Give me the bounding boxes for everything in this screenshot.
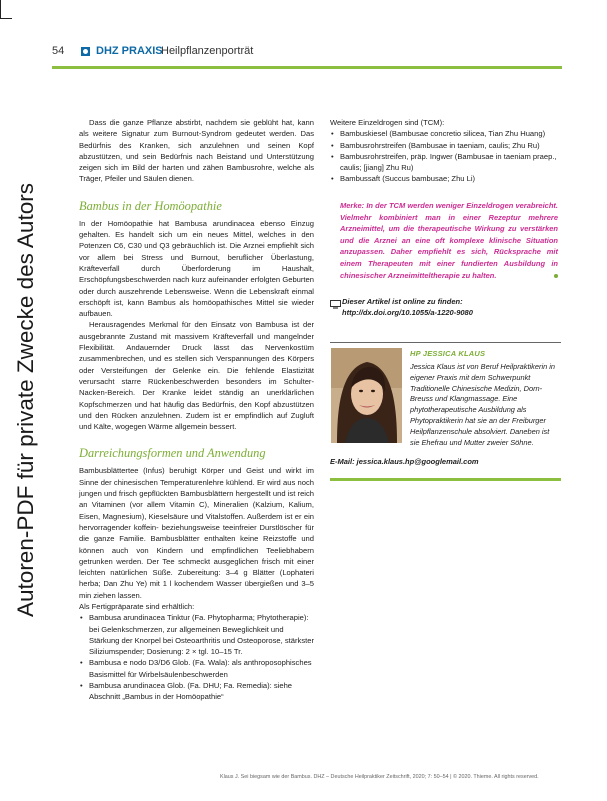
list-item: • Bambusa e nodo D3/D6 Glob. (Fa. Wala): als anthroposophisches Basismittel für Wirbelsäulenbeschwerden — [79, 657, 314, 680]
doi-link[interactable]: http://dx.doi.org/10.1055/a-1220-9080 — [342, 308, 473, 317]
monitor-icon — [330, 296, 342, 306]
list-item: • Bambuskiesel (Bambusae concretio silicea, Tian Zhu Huang) — [330, 128, 560, 139]
list-item: • Bambussaft (Succus bambusae; Zhu Li) — [330, 173, 560, 184]
paragraph: Bambusblättertee (Infus) beruhigt Körper und Geist und wirkt im Sinne der chinesischen Temperaturenlehre kühlend. Er wird aus noch jungen und frisch gepflückten Bambusblättern hergestellt und ist reich an Vitaminen (vor allem Vitamin C), Mineralien (Kalzium, Kalium, Eisen, Magnesium), Kieselsäure und Vitalstoffen. Außerdem ist er ein hervorragender koffein- beziehungsweise teeinfreier Durstlöscher für die ganze Familie. Bambusblätter enthalten keine Reizstoffe und können auch von Kindern und empfindlichen Teeliebhabern getrunken werden. Der Tee schmeckt ausgeglichen frisch mit einer leichten natürlichen Süße. Zubereitung: 3–4 g Blätter (Lophateri herba; Dan Zhu Ye) mit 1 l kochendem Wasser übergießen und 3–5 min ziehen lassen. — [79, 466, 314, 600]
author-email[interactable]: E-Mail: jessica.klaus.hp@googlemail.com — [330, 457, 479, 466]
header-rule — [52, 66, 562, 69]
list-item: • Bambusa arundinacea Tinktur (Fa. Phytopharma; Phytotherapie): bei Gelenkschmerzen, zur allgemeinen Beweglichkeit und Stärkung der Knorpel bei Osteoarthritis und Osteoporose, stärkster Siliziumspender; Dosierung: 2 × tgl. 10–15 Tr. — [79, 612, 314, 657]
product-list — [79, 612, 314, 702]
bullet-dot-icon — [554, 274, 558, 278]
journal-brand: DHZ PRAXIS — [96, 45, 163, 57]
author-name: HP JESSICA KLAUS — [410, 349, 486, 358]
intro-paragraph: Dass die ganze Pflanze abstirbt, nachdem sie geblüht hat, kann als weitere Signatur zum Burnout-Syndrom gedeutet werden. Das Bedürfnis des Kranken, sich anzulehnen und seinen Kopf abzustützen, und sein Bedürfnis nach Beistand und Unterstützung zeigen sich im Bild der harten und zähen Bambusrohre, welche als Träger, Pfeiler und Säulen dienen. — [79, 118, 314, 184]
author-bio: Jessica Klaus ist von Beruf Heilpraktikerin in eigener Praxis mit dem Schwerpunkt Traditionelle Chinesische Medizin, Dorn-Breuss und Klangmassage. Eine phytotherapeutische Ausbildung als Phytopraktikerin hat sie an der Freiburger Heilpflanzenschule absolviert. Daneben ist sie Ehefrau und Mutter zweier Söhne. — [410, 362, 555, 447]
paragraph: Herausragendes Merkmal für den Einsatz von Bambusa ist der ausgebrannte Zustand mit massivem Kräfteverfall und mangelnder Flexibilität. Andauernder Druck lässt das Nervenkostüm zusammenbrechen, und es stellen sich Verspannungen des Körpers oder Versteifungen der Gelenke ein. Die fehlende Elastizität verursacht starre Rückenbeschwerden besonders im Schulter-Nacken-Bereich. Der Kranke leidet ständig an unerklärlichen Kopfschmerzen und hat häufig das Bedürfnis, den Kopf abzustützen und den Rücken anzulehnen. Zudem ist er empfindlich auf Zugluft und Kälte, wogegen Wärme allgemein bessert. — [79, 320, 314, 432]
author-box-rule — [330, 342, 561, 343]
citation-footer: Klaus J. Sei biegsam wie der Bambus. DHZ – Deutsche Heilpraktiker Zeitschrift, 2020; 7: 50–54 | © 2020. Thieme. All rights reserved. — [220, 774, 539, 780]
watermark-text: Autoren-PDF für private Zwecke des Autors — [13, 183, 38, 617]
tcm-list — [330, 128, 560, 184]
left-column — [79, 117, 314, 703]
heading-homoeopathie: Bambus in der Homöopathie — [79, 198, 222, 213]
dhz-logo-icon — [81, 47, 90, 56]
page-number: 54 — [52, 45, 65, 57]
online-label: Dieser Artikel ist online zu finden: — [342, 297, 463, 306]
tcm-intro: Weitere Einzeldrogen sind (TCM): — [330, 118, 445, 127]
paragraph: In der Homöopathie hat Bambusa arundinacea ebenso Einzug gehalten. Es handelt sich um ein neues Mittel, welches in den Potenzen C6, C30 und Q3 gebräuchlich ist. Die Arznei empfiehlt sich vor allem bei Stress und Burnout, beruflicher Überlastung, Kräfteverfall durch Überforderung im Haushalt, Erschöpfungsbeschwerden nach kurz aufeinander erfolgten Geburten oder durch auszehrende Lebensweise. Wenn die Lebenskraft einmal erschöpft ist, kann Bambus als homöopathisches Mittel sie wieder aufbauen. — [79, 218, 314, 319]
section-title: Heilpflanzenporträt — [161, 45, 254, 57]
merke-box: Merke: In der TCM werden weniger Einzeldrogen verabreicht. Vielmehr kombiniert man in einer Rezeptur mehrere Arzneimittel, um die therapeutische Wirkung zu verstärken und die Arznei an eine oft komplexe klinische Situation anzupassen. Daher empfiehlt es sich, Rücksprache mit einem Therapeuten mit einer fundierten Ausbildung in chinesischer Arzneimitteltherapie zu halten. — [340, 201, 558, 280]
right-column — [330, 117, 560, 185]
heading-darreichungsformen: Darreichungsformen und Anwendung — [79, 446, 266, 461]
paragraph: Als Fertigpräparate sind erhältlich: — [79, 601, 195, 611]
crop-mark — [0, 18, 12, 19]
list-item: • Bambusrohrstreifen, präp. Ingwer (Bambusae in taeniam praep., caulis; [jiang] Zhu Ru) — [330, 151, 560, 174]
list-item: • Bambusrohrstreifen (Bambusae in taeniam, caulis; Zhu Ru) — [330, 140, 560, 151]
author-photo — [331, 348, 402, 443]
list-item: • Bambusa arundinacea Glob. (Fa. DHU; Fa. Remedia): siehe Abschnitt „Bambus in der Homöopathie“ — [79, 680, 314, 703]
author-box-bottom-rule — [330, 478, 561, 481]
vertical-watermark — [14, 20, 38, 780]
crop-mark — [0, 0, 1, 18]
